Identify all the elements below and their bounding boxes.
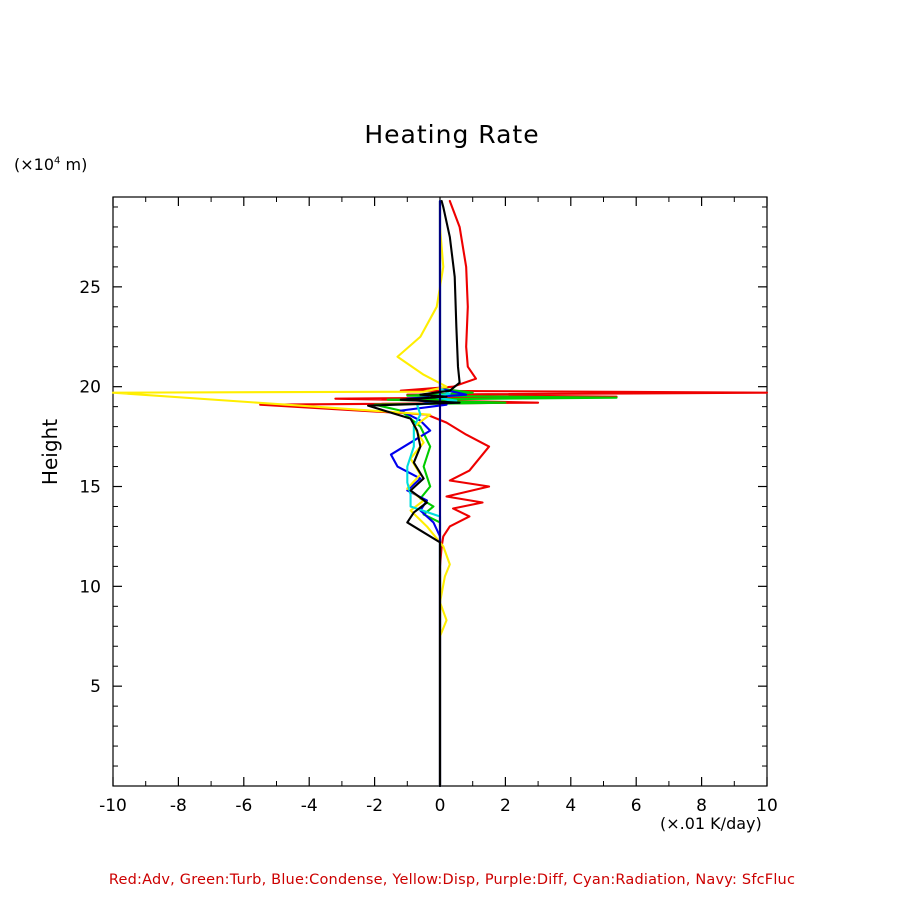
y-axis-label: Height [38,418,62,486]
y-tick-label: 5 [90,677,101,698]
x-tick-label: -10 [99,796,127,816]
x-tick-label: 6 [630,796,642,816]
page-title: Heating Rate [364,120,540,149]
y-tick-label: 10 [79,577,101,598]
x-tick-label: 10 [756,796,778,816]
x-tick-label: -8 [169,796,187,816]
x-tick-label: -6 [235,796,253,816]
x-tick-label: -4 [300,796,318,816]
y-tick-label: 15 [79,477,101,498]
y-tick-label: 25 [79,277,101,298]
series-line-disp [113,201,450,786]
x-tick-label: 8 [696,796,708,816]
x-tick-label: -2 [366,796,384,816]
x-tick-label: 2 [499,796,511,816]
x-axis-unit-label: (×.01 K/day) [660,814,762,833]
y-tick-label: 20 [79,377,101,398]
series-line-total [368,201,460,786]
series-line-adv [260,201,767,786]
x-tick-label: 0 [434,796,446,816]
x-tick-label: 4 [565,796,577,816]
legend: Red:Adv, Green:Turb, Blue:Condense, Yellow:Disp, Purple:Diff, Cyan:Radiation, Navy: SfcFluc [108,872,796,888]
y-axis-unit-label: ($\times 10^4$ m) [14,155,88,174]
